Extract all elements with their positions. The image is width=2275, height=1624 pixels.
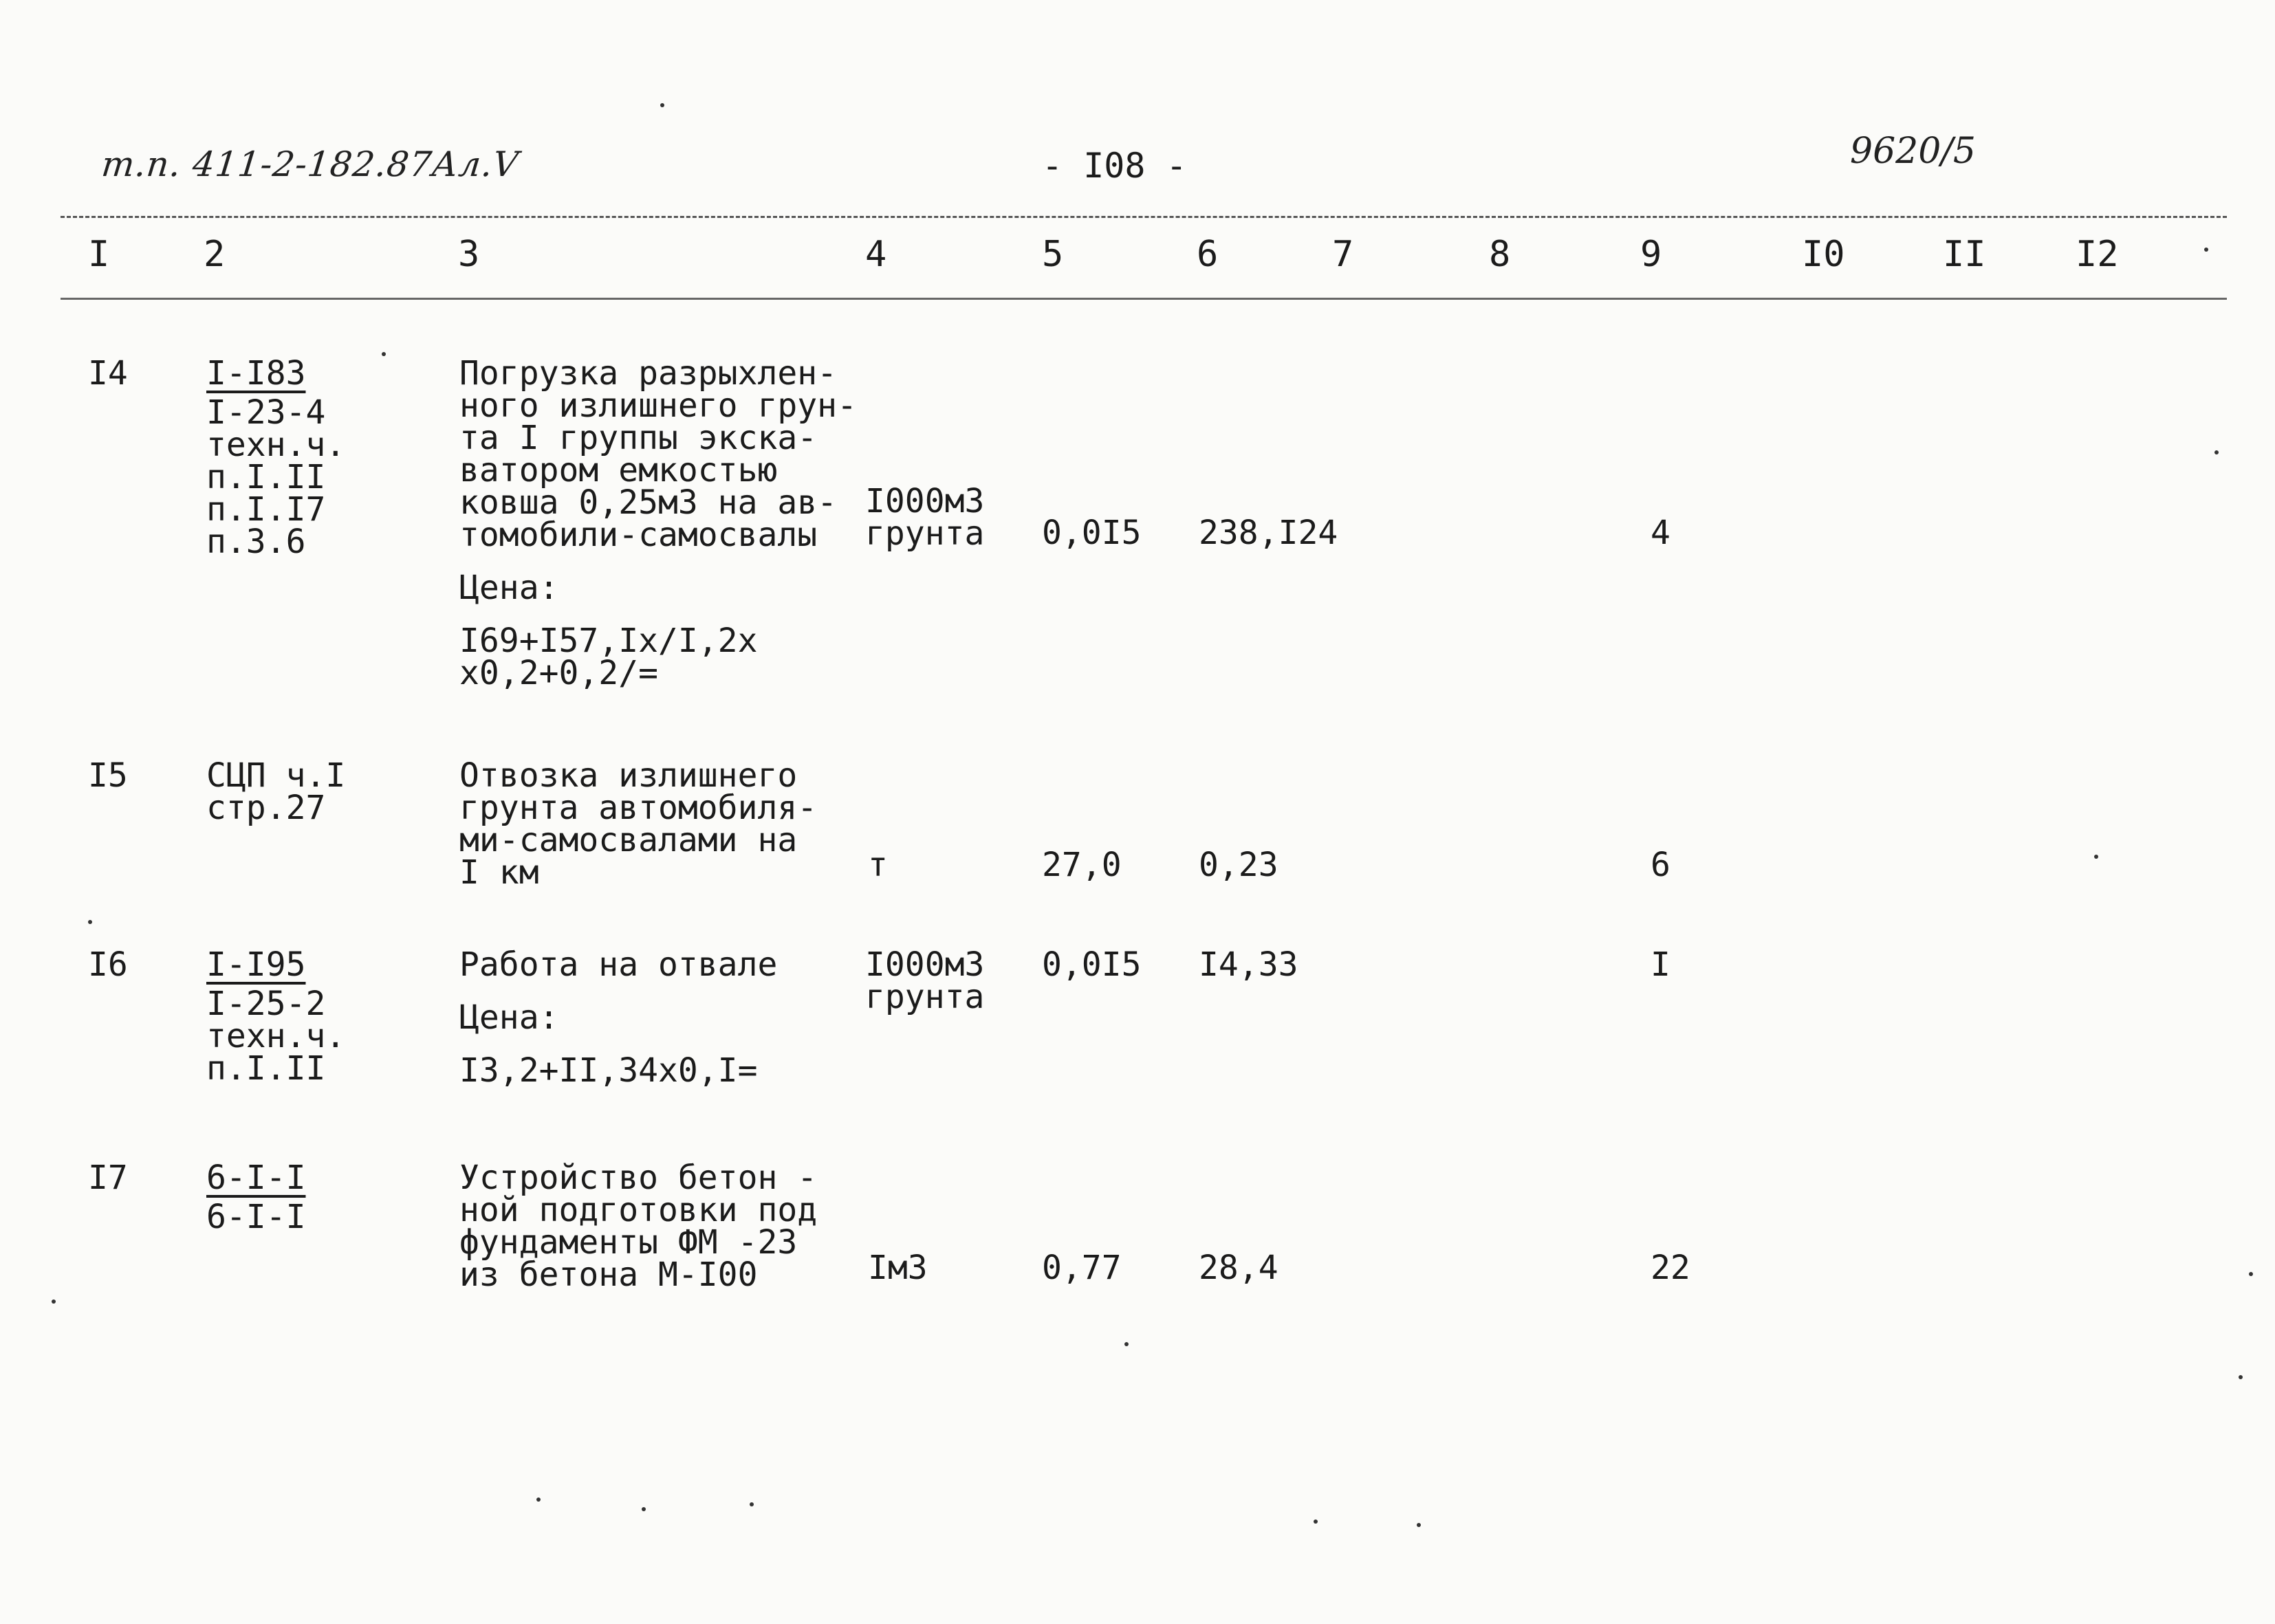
column-header: 6	[1197, 234, 1219, 275]
description-line: та I группы экска-	[459, 419, 818, 457]
unit-line: I000м3	[865, 482, 985, 520]
column-header: 3	[458, 234, 480, 275]
description-line: ми-самосвалами на	[459, 821, 798, 859]
quantity: 0,0I5	[1042, 514, 1142, 552]
row-number: I5	[88, 756, 128, 795]
code-line: СЦП ч.I	[206, 756, 346, 795]
code-line: 6-I-I	[206, 1198, 306, 1236]
description-line: из бетона М-I00	[459, 1255, 758, 1294]
unit-price: 238,I24	[1199, 514, 1338, 552]
code-line: техн.ч.	[206, 426, 346, 464]
col9-value: 22	[1651, 1249, 1690, 1287]
description-line: грунта автомобиля-	[459, 789, 818, 827]
code-line: п.I.II	[206, 458, 326, 496]
row-number: I7	[88, 1159, 128, 1197]
header-top-rule	[61, 216, 2227, 218]
unit-line: грунта	[865, 514, 985, 553]
price-formula-line: I3,2+II,34х0,I=	[459, 1051, 758, 1090]
description-line: Работа на отвале	[459, 945, 778, 984]
unit-price: I4,33	[1199, 945, 1298, 984]
quantity: 0,0I5	[1042, 945, 1142, 984]
norm-code	[206, 756, 346, 827]
col9-value: 4	[1651, 514, 1670, 552]
sheet-number: 9620/5	[1850, 131, 1976, 172]
price-label: Цена:	[459, 998, 559, 1037]
code-line: I-23-4	[206, 393, 326, 432]
code-line: стр.27	[206, 789, 326, 827]
unit-price: 28,4	[1199, 1249, 1278, 1287]
price-label: Цена:	[459, 569, 559, 607]
description-line: Устройство бетон -	[459, 1159, 818, 1197]
description-line: ковша 0,25м3 на ав-	[459, 483, 838, 522]
column-header: 7	[1332, 234, 1354, 275]
row-number: I6	[88, 945, 128, 984]
unit-of-measure: Iм3	[868, 1249, 928, 1287]
column-header: I0	[1802, 234, 1845, 275]
unit-of-measure: т	[868, 846, 888, 884]
unit-of-measure	[865, 482, 985, 553]
description-line: ватором емкостью	[459, 451, 778, 490]
description-line: ной подготовки под	[459, 1191, 818, 1229]
code-primary: I-I83	[206, 354, 306, 393]
col9-value: 6	[1651, 846, 1670, 884]
price-formula-line: I69+I57,Iх/I,2х	[459, 622, 758, 660]
unit-line: грунта	[865, 978, 985, 1016]
norm-code	[206, 945, 346, 1088]
code-primary: 6-I-I	[206, 1159, 306, 1197]
document-reference: т.п. 411-2-182.87Ал.V	[99, 144, 521, 184]
column-header: I2	[2076, 234, 2119, 275]
norm-code	[206, 354, 346, 561]
page-number: - I08 -	[1042, 146, 1187, 186]
column-header: 8	[1489, 234, 1511, 275]
column-header: I	[88, 234, 110, 275]
column-header: II	[1943, 234, 1986, 275]
unit-line: I000м3	[865, 945, 985, 984]
description-line: ного излишнего грун-	[459, 386, 857, 425]
row-number: I4	[88, 354, 128, 393]
col9-value: I	[1651, 945, 1670, 984]
norm-code	[206, 1159, 306, 1236]
quantity: 27,0	[1042, 846, 1122, 884]
description-line: фундаменты ФМ -23	[459, 1223, 798, 1262]
price-formula-line: х0,2+0,2/=	[459, 654, 658, 692]
column-header: 2	[204, 234, 226, 275]
description-line: томобили-самосвалы	[459, 516, 818, 554]
column-header: 4	[865, 234, 887, 275]
code-line: I-25-2	[206, 985, 326, 1023]
work-description	[459, 945, 778, 1090]
work-description	[459, 756, 818, 892]
code-line: п.I.II	[206, 1049, 326, 1088]
description-line: Погрузка разрыхлен-	[459, 354, 838, 393]
code-line: п.I.I7	[206, 490, 326, 529]
description-line: Отвозка излишнего	[459, 756, 798, 795]
code-line: п.3.6	[206, 523, 306, 561]
column-header: 9	[1640, 234, 1662, 275]
work-description	[459, 1159, 818, 1294]
work-description	[459, 354, 857, 692]
code-line: техн.ч.	[206, 1017, 346, 1055]
description-line: I км	[459, 853, 539, 892]
unit-of-measure	[865, 945, 985, 1016]
quantity: 0,77	[1042, 1249, 1122, 1287]
unit-price: 0,23	[1199, 846, 1278, 884]
code-primary: I-I95	[206, 945, 306, 984]
column-header: 5	[1042, 234, 1064, 275]
header-bottom-rule	[61, 298, 2227, 300]
